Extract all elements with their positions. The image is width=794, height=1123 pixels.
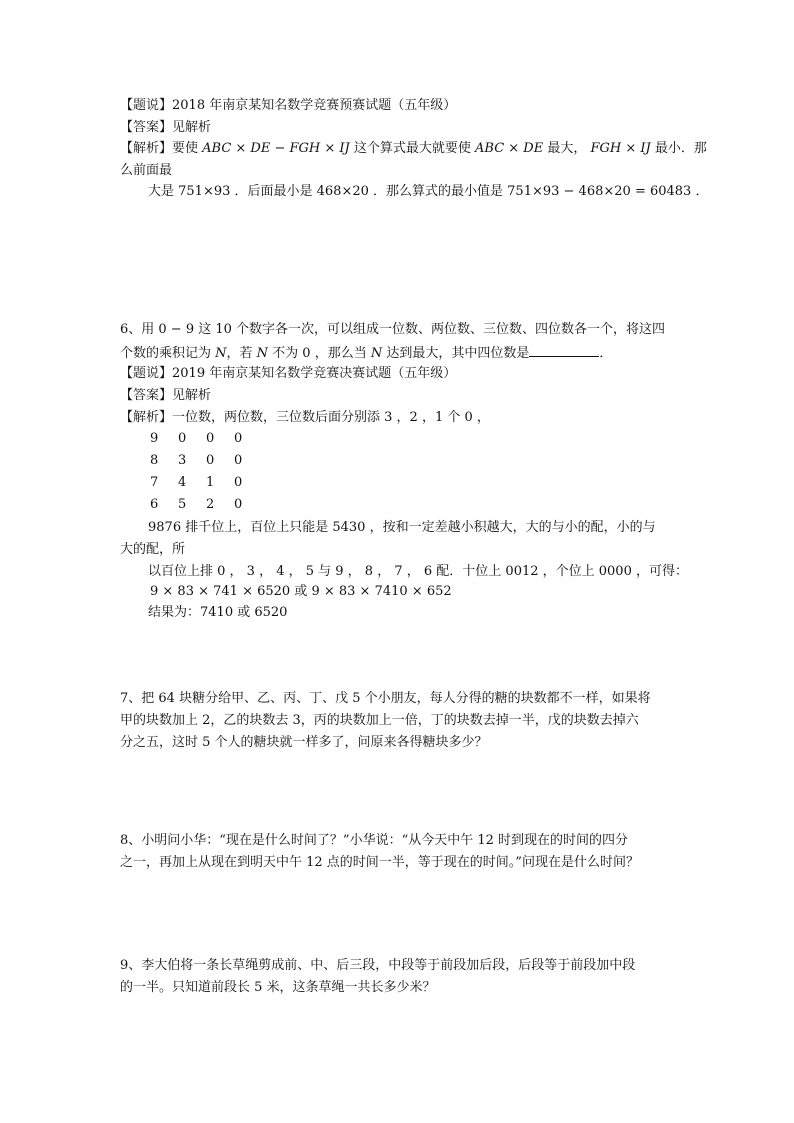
grid-cell: 5 [178, 497, 187, 512]
q5-answer-line: 【答案】见解析 [120, 120, 212, 135]
q6-var-n-3: N [370, 346, 383, 361]
grid-cell: 0 [206, 453, 215, 468]
q5-analysis-line-3: 大是 751×93 ．后面最小是 468×20 ．那么算式的最小值是 751×93 − 468×20 = 60483 ． [148, 184, 709, 199]
q6-source-line: 【题说】2019 年南京某知名数学竞赛决赛试题（五年级） [120, 366, 457, 381]
grid-cell: 0 [206, 431, 215, 446]
grid-row [150, 496, 262, 518]
q5-analysis-text-c: 最大， [543, 141, 591, 156]
q6-paragraph-line-1: 9876 排千位上，百位上只能是 5430 ，按和一定差越小积越大，大的与小的配，小的与 [148, 520, 656, 535]
grid-cell: 8 [150, 453, 159, 468]
grid-row [150, 452, 262, 474]
q7-question-line-1: 7、把 64 块糖分给甲、乙、丙、丁、戊 5 个小朋友，每人分得的糖的块数都不一样，如果将 [120, 691, 651, 706]
q6-var-n-1: N [215, 346, 227, 361]
q6-analysis-line: 【解析】一位数，两位数，三位数后面分别添 3 ，2 ，1 个 0 ， [120, 410, 490, 425]
q5-analysis-text-d: 最小．那 [650, 141, 707, 156]
grid-cell: 9 [150, 431, 159, 446]
q6-result-line: 结果为：7410 或 6520 [148, 605, 288, 620]
q7-question-line-3: 分之五，这时 5 个人的糖块就一样多了，问原来各得糖块多少？ [120, 735, 488, 750]
q6-text-b: ，若 [226, 346, 257, 361]
q6-paragraph-line-2: 大的配，所 [120, 542, 186, 557]
grid-cell: 6 [150, 497, 159, 512]
q8-question-line-1: 8、小明问小华：“现在是什么时间了？”小华说：“从今天中午 12 时到现在的时间的四分 [120, 833, 629, 848]
grid-cell: 0 [234, 431, 243, 446]
q5-analysis-text-b: 这个算式最大就要使 [349, 141, 476, 156]
grid-cell: 2 [206, 497, 215, 512]
q6-digit-grid [150, 430, 262, 518]
q6-text-e: ． [599, 346, 613, 361]
q9-question-line-2: 的一半。只知道前段长 5 米，这条草绳一共长多少米？ [120, 980, 436, 995]
grid-row [150, 474, 262, 496]
grid-row [150, 430, 262, 452]
q5-expression-2: ABC × DE [475, 141, 544, 156]
q6-text-d: 达到最大，其中四位数是 [382, 346, 530, 361]
q6-var-n-2: N [256, 346, 269, 361]
q6-paragraph-line-4: 9 × 83 × 741 × 6520 或 9 × 83 × 7410 × 652 [150, 584, 452, 599]
q5-source-line: 【题说】2018 年南京某知名数学竞赛预赛试题（五年级） [120, 98, 457, 113]
q9-question-line-1: 9、李大伯将一条长草绳剪成前、中、后三段，中段等于前段加后段，后段等于前段加中段 [120, 958, 636, 973]
q5-expression-1: ABC × DE − FGH × IJ [202, 141, 350, 156]
q6-question-line-2 [120, 343, 612, 363]
grid-cell: 0 [234, 453, 243, 468]
q8-question-line-2: 之一，再加上从现在到明天中午 12 点的时间一半，等于现在的时间。”问现在是什么时间？ [120, 855, 639, 870]
grid-cell: 0 [178, 431, 187, 446]
q7-question-line-2: 甲的块数加上 2，乙的块数去 3，丙的块数加上一倍，丁的块数去掉一半，戊的块数去掉六 [120, 713, 639, 728]
q6-answer-blank [529, 343, 599, 357]
grid-cell: 7 [150, 475, 159, 490]
q6-text-a: 个数的乘积记为 [120, 346, 216, 361]
q5-expression-3: FGH × IJ [590, 141, 651, 156]
grid-cell: 0 [234, 475, 243, 490]
q5-analysis-line-2: 么前面最 [120, 163, 173, 178]
q6-text-c: 不为 0 ，那么当 [268, 346, 371, 361]
grid-cell: 3 [178, 453, 187, 468]
grid-cell: 0 [234, 497, 243, 512]
q5-analysis-text-a: 【解析】要使 [120, 141, 203, 156]
grid-cell: 4 [178, 475, 187, 490]
q6-question-line-1: 6、用 0 − 9 这 10 个数字各一次，可以组成一位数、两位数、三位数、四位数各一个，将这四 [120, 322, 666, 337]
grid-cell: 1 [206, 475, 215, 490]
q6-answer-line: 【答案】见解析 [120, 388, 212, 403]
q6-paragraph-line-3: 以百位上排 0 ， 3 ， 4 ， 5 与 9 ， 8 ， 7 ， 6 配．十位上 0012 ，个位上 0000 ，可得： [148, 564, 688, 579]
q5-analysis-line [120, 140, 707, 158]
